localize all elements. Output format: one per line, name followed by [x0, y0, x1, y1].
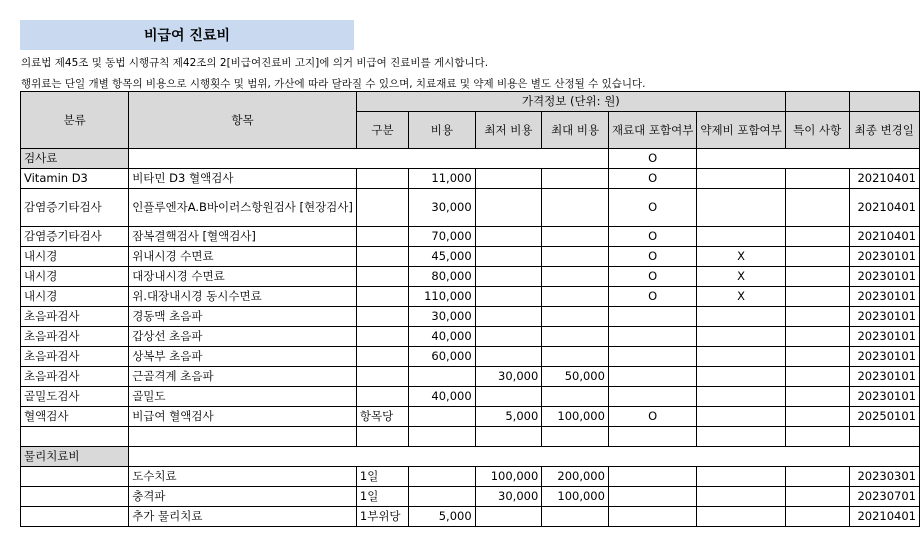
section-title: 물리치료비: [21, 447, 129, 467]
cell-item: 상복부 초음파: [129, 347, 357, 367]
cell-division: 1일: [356, 467, 408, 487]
cell-drug-included: X: [697, 287, 785, 307]
cell-drug-included: [697, 487, 785, 507]
cell-drug-included: [697, 427, 785, 447]
cell-category: 감염증기타검사: [21, 227, 129, 247]
cell-category: 내시경: [21, 267, 129, 287]
cell-cost: [409, 367, 476, 387]
cell-item: 근골격계 초음파: [129, 367, 357, 387]
cell-material-included: [608, 507, 696, 527]
table-row: [21, 327, 920, 347]
cell-drug-included: X: [697, 247, 785, 267]
cell-item: 비타민 D3 혈액검사: [129, 169, 357, 189]
table-row: [21, 387, 920, 407]
cell-last-modified: 20230101: [849, 387, 919, 407]
table-row: [21, 427, 920, 447]
cell-max-cost: [542, 427, 609, 447]
cell-drug-included: [697, 467, 785, 487]
cell-cost: [409, 427, 476, 447]
cell-min-cost: [475, 287, 542, 307]
header-price-info: 가격정보 (단위: 원): [356, 92, 785, 112]
cell-last-modified: [849, 427, 919, 447]
cell-max-cost: [542, 507, 609, 527]
cell-division: [356, 427, 408, 447]
cell-category: [21, 507, 129, 527]
cell-min-cost: 5,000: [475, 407, 542, 427]
cell-last-modified: 20230101: [849, 267, 919, 287]
cell-special: [785, 347, 849, 367]
cell-material-included: [608, 487, 696, 507]
cell-last-modified: 20210401: [849, 189, 919, 227]
cell-division: [356, 169, 408, 189]
cell-max-cost: [542, 387, 609, 407]
header-drug-included: 약제비 포함여부: [697, 112, 785, 149]
cell-last-modified: 20250101: [849, 407, 919, 427]
cell-cost: 5,000: [409, 507, 476, 527]
cell-drug-included: [697, 169, 785, 189]
table-row: [21, 467, 920, 487]
header-min-cost: 최저 비용: [475, 112, 542, 149]
cell-division: [356, 367, 408, 387]
section-title: 검사료: [21, 149, 129, 169]
cell-material-included: O: [608, 247, 696, 267]
cell-min-cost: [475, 427, 542, 447]
cell-min-cost: [475, 387, 542, 407]
cell-last-modified: 20210401: [849, 227, 919, 247]
cell-min-cost: 30,000: [475, 367, 542, 387]
cell-drug-included: X: [697, 267, 785, 287]
cell-category: [21, 467, 129, 487]
cell-division: [356, 387, 408, 407]
cell-last-modified: 20230101: [849, 367, 919, 387]
header-material-included: 재료대 포함여부: [608, 112, 696, 149]
cell-min-cost: [475, 307, 542, 327]
cell-drug-included: [697, 347, 785, 367]
cell-max-cost: 100,000: [542, 407, 609, 427]
cell-material-included: [608, 367, 696, 387]
cell-division: 항목당: [356, 407, 408, 427]
cell-division: [356, 347, 408, 367]
cell-item: 갑상선 초음파: [129, 327, 357, 347]
cell-cost: 40,000: [409, 327, 476, 347]
cell-category: 초음파검사: [21, 347, 129, 367]
cell-drug-included: [697, 507, 785, 527]
cell-min-cost: [475, 507, 542, 527]
cell-max-cost: [542, 169, 609, 189]
cell-cost: 30,000: [409, 307, 476, 327]
cell-material-included: [608, 427, 696, 447]
cell-last-modified: 20230101: [849, 247, 919, 267]
cell-max-cost: [542, 267, 609, 287]
cell-drug-included: [697, 387, 785, 407]
cell-min-cost: [475, 189, 542, 227]
section-row: [21, 447, 920, 467]
cell-min-cost: [475, 267, 542, 287]
cell-drug-included: [697, 189, 785, 227]
cell-max-cost: 100,000: [542, 487, 609, 507]
table-row: [21, 287, 920, 307]
cell-item: 인플루엔자A.B바이러스항원검사 [현장검사]: [129, 189, 357, 227]
cell-category: 초음파검사: [21, 367, 129, 387]
cell-item: 추가 물리치료: [129, 507, 357, 527]
cell-max-cost: [542, 327, 609, 347]
cell-material-included: [608, 327, 696, 347]
cell-category: 감염증기타검사: [21, 189, 129, 227]
cell-cost: 60,000: [409, 347, 476, 367]
table-row: [21, 189, 920, 227]
cell-cost: [409, 487, 476, 507]
cell-division: [356, 307, 408, 327]
cell-division: [356, 327, 408, 347]
cell-category: Vitamin D3: [21, 169, 129, 189]
cell-item: 경동맥 초음파: [129, 307, 357, 327]
cell-max-cost: [542, 347, 609, 367]
cell-special: [785, 507, 849, 527]
cell-special: [785, 267, 849, 287]
cell-special: [785, 327, 849, 347]
cell-special: [785, 287, 849, 307]
cell-category: [21, 427, 129, 447]
cell-cost: 40,000: [409, 387, 476, 407]
table-row: [21, 307, 920, 327]
cell-cost: 30,000: [409, 189, 476, 227]
cell-drug-included: [697, 367, 785, 387]
cell-item: 비급여 혈액검사: [129, 407, 357, 427]
cell-special: [785, 367, 849, 387]
cell-cost: 110,000: [409, 287, 476, 307]
table-row: [21, 487, 920, 507]
section-spacer: [129, 447, 920, 467]
cell-drug-included: [697, 307, 785, 327]
cell-division: [356, 287, 408, 307]
cell-item: 도수치료: [129, 467, 357, 487]
cell-material-included: [608, 347, 696, 367]
cell-min-cost: 30,000: [475, 487, 542, 507]
cell-drug-included: [697, 327, 785, 347]
cell-material-included: O: [608, 227, 696, 247]
cell-item: 잠복결핵검사 [혈액검사]: [129, 227, 357, 247]
cell-min-cost: [475, 227, 542, 247]
cell-material-included: O: [608, 407, 696, 427]
table-row: [21, 347, 920, 367]
header-last-modified: 최종 변경일: [849, 112, 919, 149]
cell-division: [356, 247, 408, 267]
cell-special: [785, 487, 849, 507]
cell-item: 골밀도: [129, 387, 357, 407]
cell-max-cost: [542, 189, 609, 227]
cell-last-modified: 20230701: [849, 487, 919, 507]
cell-category: 초음파검사: [21, 307, 129, 327]
cell-last-modified: 20230101: [849, 287, 919, 307]
cell-drug-included: [697, 227, 785, 247]
section-spacer: [129, 149, 609, 169]
cell-last-modified: 20210401: [849, 169, 919, 189]
notice-text-2: 행위료는 단일 개별 항목의 비용으로 시행횟수 및 범위, 가산에 따라 달라질 수 있으며, 치료재료 및 약제 비용은 별도 산정될 수 있습니다.: [21, 78, 646, 90]
cell-drug-included: [697, 407, 785, 427]
cell-cost: 80,000: [409, 267, 476, 287]
fee-table: [20, 91, 920, 527]
cell-division: 1일: [356, 487, 408, 507]
cell-material-included: [608, 307, 696, 327]
section-material-mark: O: [608, 149, 696, 169]
cell-max-cost: [542, 227, 609, 247]
table-row: [21, 169, 920, 189]
header-division: 구분: [356, 112, 408, 149]
table-row: [21, 507, 920, 527]
section-row: [21, 149, 920, 169]
cell-special: [785, 189, 849, 227]
cell-special: [785, 169, 849, 189]
header-item: 항목: [129, 92, 357, 149]
cell-material-included: O: [608, 267, 696, 287]
cell-last-modified: 20230101: [849, 327, 919, 347]
cell-last-modified: 20210401: [849, 507, 919, 527]
header-blank: [849, 92, 919, 112]
cell-special: [785, 307, 849, 327]
cell-material-included: O: [608, 189, 696, 227]
cell-special: [785, 427, 849, 447]
cell-category: [21, 487, 129, 507]
cell-item: 위.대장내시경 동시수면료: [129, 287, 357, 307]
cell-special: [785, 407, 849, 427]
cell-max-cost: [542, 307, 609, 327]
cell-special: [785, 247, 849, 267]
table-row: [21, 247, 920, 267]
cell-category: 혈액검사: [21, 407, 129, 427]
cell-min-cost: [475, 347, 542, 367]
cell-min-cost: [475, 169, 542, 189]
cell-special: [785, 467, 849, 487]
cell-min-cost: [475, 327, 542, 347]
cell-max-cost: [542, 247, 609, 267]
cell-division: [356, 267, 408, 287]
cell-max-cost: [542, 287, 609, 307]
cell-min-cost: [475, 247, 542, 267]
cell-special: [785, 387, 849, 407]
table-row: [21, 367, 920, 387]
table-row: [21, 407, 920, 427]
cell-material-included: [608, 387, 696, 407]
cell-cost: 11,000: [409, 169, 476, 189]
cell-cost: 45,000: [409, 247, 476, 267]
cell-category: 내시경: [21, 287, 129, 307]
notice-text-1: 의료법 제45조 및 동법 시행규칙 제42조의 2[비급여진료비 고지]에 의거 비급여 진료비를 게시합니다.: [21, 57, 489, 69]
cell-category: 골밀도검사: [21, 387, 129, 407]
cell-last-modified: 20230101: [849, 347, 919, 367]
cell-cost: [409, 407, 476, 427]
cell-last-modified: 20230301: [849, 467, 919, 487]
cell-item: 위내시경 수면료: [129, 247, 357, 267]
header-special: 특이 사항: [785, 112, 849, 149]
cell-max-cost: 200,000: [542, 467, 609, 487]
cell-division: 1부위당: [356, 507, 408, 527]
page-title: 비급여 진료비: [20, 20, 354, 50]
cell-item: 충격파: [129, 487, 357, 507]
header-category: 분류: [21, 92, 129, 149]
cell-material-included: O: [608, 169, 696, 189]
table-row: [21, 267, 920, 287]
cell-min-cost: 100,000: [475, 467, 542, 487]
cell-cost: 70,000: [409, 227, 476, 247]
table-row: [21, 227, 920, 247]
cell-category: 초음파검사: [21, 327, 129, 347]
section-spacer: [697, 149, 920, 169]
cell-division: [356, 189, 408, 227]
cell-last-modified: 20230101: [849, 307, 919, 327]
cell-item: [129, 427, 357, 447]
header-blank: [785, 92, 849, 112]
cell-division: [356, 227, 408, 247]
cell-cost: [409, 467, 476, 487]
header-cost: 비용: [409, 112, 476, 149]
cell-category: 내시경: [21, 247, 129, 267]
header-max-cost: 최대 비용: [542, 112, 609, 149]
cell-max-cost: 50,000: [542, 367, 609, 387]
cell-special: [785, 227, 849, 247]
cell-material-included: [608, 467, 696, 487]
cell-material-included: O: [608, 287, 696, 307]
cell-item: 대장내시경 수면료: [129, 267, 357, 287]
